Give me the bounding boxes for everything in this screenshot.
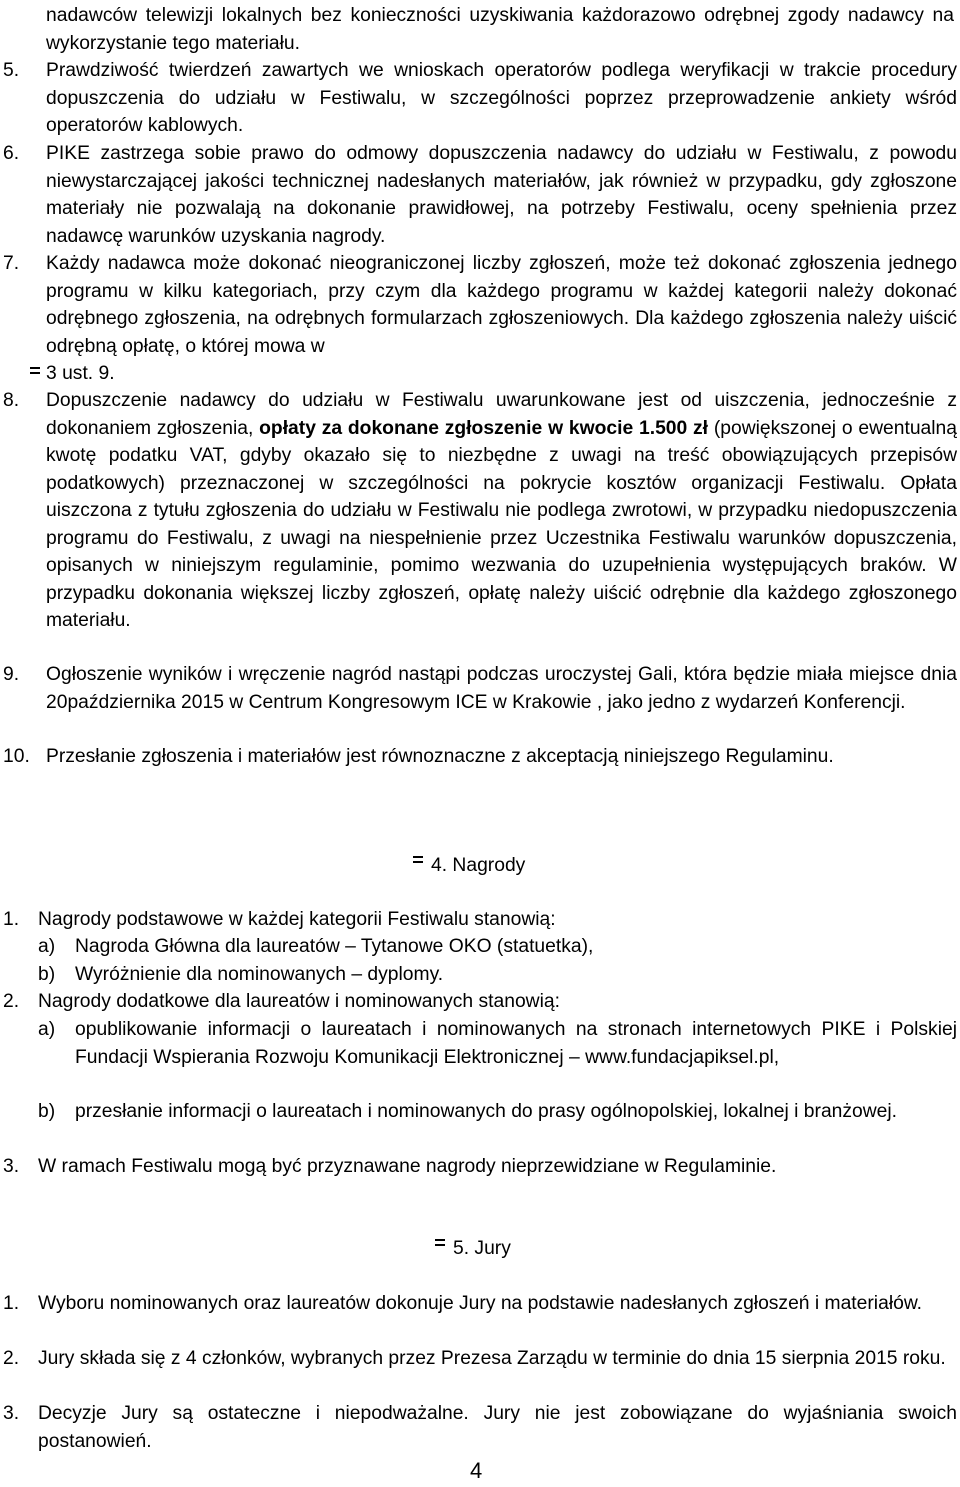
item-text: Wyboru nominowanych oraz laureatów dokonuje Jury na podstawie nadesłanych zgłoszeń i materiałów.	[38, 1293, 923, 1314]
clause-6	[3, 140, 957, 250]
prize-item-1	[3, 906, 957, 934]
prize-item-3	[3, 1153, 957, 1181]
jury-item-3	[3, 1400, 957, 1455]
clause-number: 10.	[3, 746, 30, 767]
clause-text: Każdy nadawca może dokonać nieograniczonej liczby zgłoszeń, może też dokonać zgłoszenia jednego programu w kilku kategoriach, przy czym dla każdego programu w każdej kategorii należy dokonać odrębnego zgłoszenia, na odrębnych formularzach zgłoszeniowych. Dla każdego zgłoszenia należy uiścić odrębną opłatę, o której mowa w 3 ust. 9.	[46, 250, 957, 388]
item-text: Decyzje Jury są ostateczne i niepodważalne. Jury nie jest zobowiązane do wyjaśniania swoich postanowień.	[38, 1403, 957, 1452]
clause-5	[3, 57, 957, 140]
section-heading-nagrody: 4. Nagrody	[431, 855, 526, 876]
item-letter: b)	[38, 964, 56, 985]
item-text: Jury składa się z 4 członków, wybranych przez Prezesa Zarządu w terminie do dnia 15 sierpnia 2015 roku.	[38, 1348, 946, 1369]
fee-amount: opłaty za dokonane zgłoszenie w kwocie 1.500 zł	[259, 417, 709, 439]
item-letter: a)	[38, 936, 56, 957]
item-text: Nagrody dodatkowe dla laureatów i nominowanych stanowią:	[38, 991, 560, 1012]
clause-number: 8.	[3, 390, 20, 411]
page-number: 4	[470, 1458, 483, 1483]
prize-subitem-1b	[38, 961, 957, 989]
item-text: W ramach Festiwalu mogą być przyznawane nagrody nieprzewidziane w Regulaminie.	[38, 1156, 777, 1177]
item-letter: b)	[38, 1101, 56, 1122]
prize-item-2	[3, 988, 957, 1016]
item-text: Wyróżnienie dla nominowanych – dyplomy.	[75, 964, 444, 985]
item-number: 3.	[3, 1156, 20, 1177]
clause-number: 9.	[3, 664, 20, 685]
item-text: przesłanie informacji o laureatach i nominowanych do prasy ogólnopolskiej, lokalnej i branżowej.	[75, 1101, 898, 1122]
item-4-continuation: nadawców telewizji lokalnych bez konieczności uzyskiwania każdorazowo odrębnej zgody nadawcy na wykorzystanie tego materiału.	[46, 5, 954, 54]
clause-reference: 3 ust. 9.	[46, 363, 115, 384]
clause-7	[3, 250, 957, 388]
item-number: 2.	[3, 1348, 20, 1369]
item-text: opublikowanie informacji o laureatach i nominowanych na stronach internetowych PIKE i Polskiej Fundacji Wspierania Rozwoju Komunikacji Elektronicznej – www.fundacjapiksel.pl,	[75, 1019, 957, 1068]
prize-subitem-2b	[38, 1098, 957, 1126]
clause-text: Ogłoszenie wyników i wręczenie nagród nastąpi podczas uroczystej Gali, która będzie miała miejsce dnia 20października 2015 w Centrum Kongresowym ICE w Krakowie , jako jedno z wydarzeń Konferencji.	[46, 664, 957, 713]
jury-item-2	[3, 1345, 957, 1373]
prize-subitem-1a	[38, 933, 957, 961]
item-text: Nagroda Główna dla laureatów – Tytanowe OKO (statuetka),	[75, 936, 594, 957]
clause-number: 7.	[3, 253, 20, 274]
jury-item-1	[3, 1290, 957, 1318]
clause-9	[3, 661, 957, 716]
clause-text: Przesłanie zgłoszenia i materiałów jest równoznaczne z akceptacją niniejszego Regulaminu.	[46, 746, 834, 767]
clause-number: 5.	[3, 60, 20, 81]
clause-text: PIKE zastrzega sobie prawo do odmowy dopuszczenia nadawcy do udziału w Festiwalu, z powodu niewystarczającej jakości technicznej nadesłanych materiałów, jak również w przypadku, gdy zgłoszone materiały nie pozwalają na dokonanie prawidłowej, na potrzeby Festiwalu, oceny spełnienia przez nadawcę warunków uzyskania nagrody.	[46, 143, 957, 247]
clause-text: Dopuszczenie nadawcy do udziału w Festiwalu uwarunkowane jest od uiszczenia, jednocześnie z dokonaniem zgłoszenia, opłaty za dokonane zgłoszenie w kwocie 1.500 zł (powiększonej o ewentualną kwotę podatku VAT, gdyby okazało się to niezbędne z uwagi na treść obowiązujących przepisów podatkowych) przeznaczonej w szczególności na pokrycie kosztów organizacji Festiwalu. Opłata uiszczona z tytułu zgłoszenia do udziału w Festiwalu nie podlega zwrotowi, w przypadku niedopuszczenia programu do Festiwalu, z uwagi na niespełnienie przez Uczestnika Festiwalu warunków dopuszczenia, opisanych w niniejszym regulaminie, pomimo wezwania do uzupełnienia występujących braków. W przypadku dokonania większej liczby zgłoszeń, opłatę należy uiścić odrębnie dla każdego zgłoszonego materiału.	[46, 390, 957, 631]
clause-10	[3, 743, 957, 771]
section-heading-jury: 5. Jury	[453, 1238, 511, 1259]
clause-text: Prawdziwość twierdzeń zawartych we wnioskach operatorów podlega weryfikacji w trakcie procedury dopuszczenia do udziału w Festiwalu, w szczególności poprzez przeprowadzenie ankiety wśród operatorów kablowych.	[46, 60, 957, 136]
item-number: 3.	[3, 1403, 20, 1424]
item-number: 1.	[3, 909, 20, 930]
item-number: 1.	[3, 1293, 20, 1314]
clause-8	[3, 387, 957, 635]
item-text: Nagrody podstawowe w każdej kategorii Festiwalu stanowią:	[38, 909, 556, 930]
prize-subitem-2a	[38, 1016, 957, 1071]
clause-number: 6.	[3, 143, 20, 164]
item-letter: a)	[38, 1019, 56, 1040]
item-number: 2.	[3, 991, 20, 1012]
